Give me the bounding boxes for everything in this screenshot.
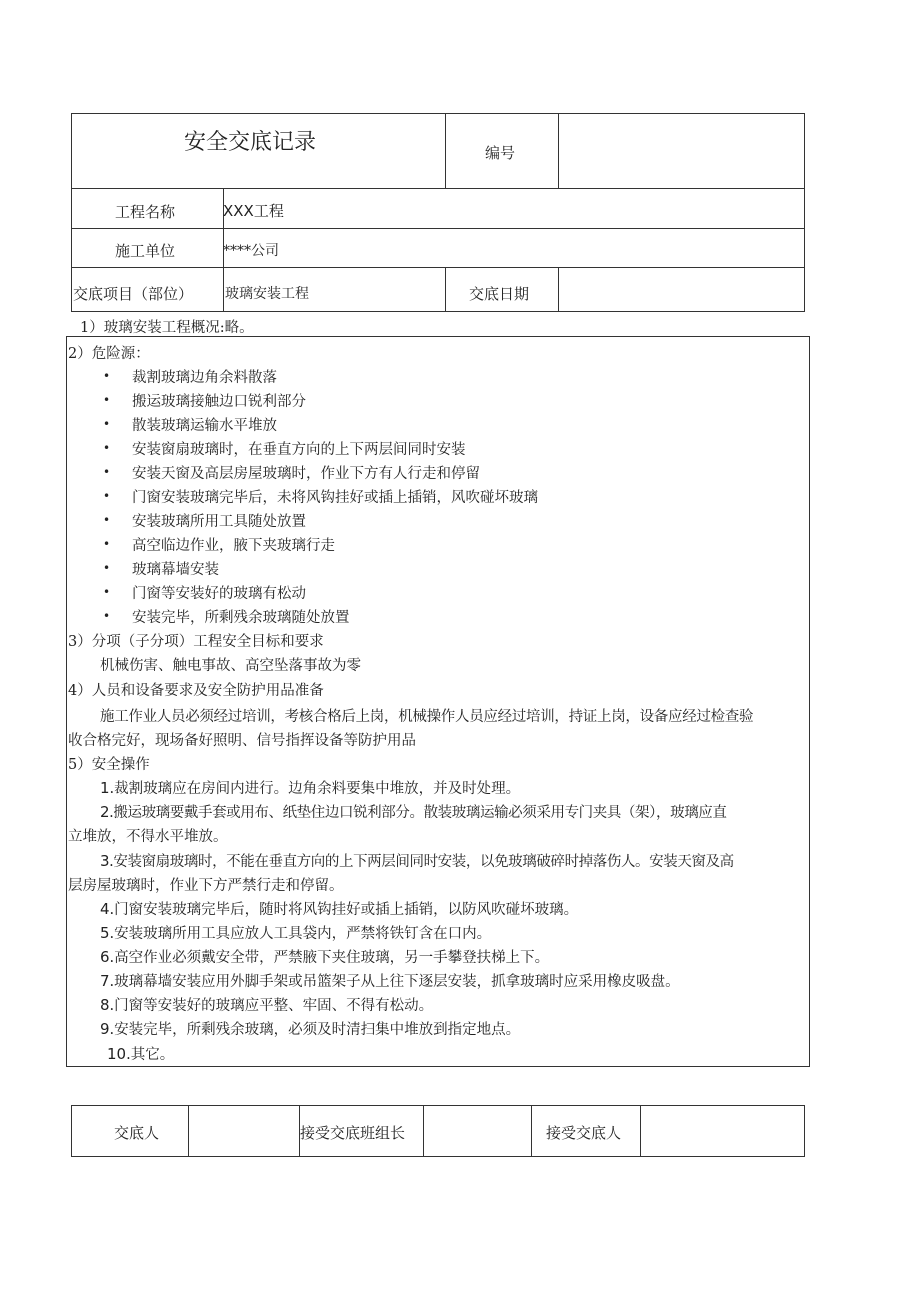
operation-item <box>100 898 578 919</box>
operation-item <box>100 994 433 1015</box>
hazard-item: 安装完毕，所剩残余玻璃随处放置 <box>132 610 350 626</box>
hazard-item: 散装玻璃运输水平堆放 <box>132 418 277 434</box>
bullet-icon: • <box>103 417 111 431</box>
operation-item <box>100 777 520 798</box>
col-divider <box>445 267 446 312</box>
bullet-icon: • <box>103 393 111 407</box>
col-divider <box>531 1106 532 1156</box>
giver-label: 交底人 <box>114 1124 160 1142</box>
operation-text: .安装完毕，所剩残余玻璃，必须及时清扫集中堆放到指定地点。 <box>109 1022 521 1038</box>
unit-label: 施工单位 <box>115 242 176 260</box>
col-divider <box>423 1106 424 1156</box>
operation-number: 4 <box>100 900 110 918</box>
col-divider <box>640 1106 641 1156</box>
bullet-icon: • <box>103 465 111 479</box>
bullet-icon: • <box>103 441 111 455</box>
operation-number: 3 <box>100 852 110 870</box>
project-name-value: XXX工程 <box>223 202 284 220</box>
hazard-item: 玻璃幕墙安装 <box>132 562 219 578</box>
section-3-text: 机械伤害、触电事故、高空坠落事故为零 <box>100 658 361 674</box>
header-table <box>71 113 805 312</box>
operation-number: 1 <box>100 779 110 797</box>
operation-number: 6 <box>100 948 110 966</box>
table-border-left <box>71 113 72 312</box>
bullet-icon: • <box>103 489 111 503</box>
operation-number: 5 <box>100 924 110 942</box>
date-label: 交底日期 <box>469 285 530 303</box>
col-divider <box>188 1106 189 1156</box>
operation-number: 9 <box>100 1020 110 1038</box>
table-border-right <box>804 113 805 312</box>
leader-label: 接受交底班组长 <box>300 1124 406 1142</box>
operation-text: .裁割玻璃应在房间内进行。边角余料要集中堆放，并及时处理。 <box>109 781 521 797</box>
unit-value: ****公司 <box>223 243 279 259</box>
operation-item <box>100 922 491 943</box>
operation-number: 8 <box>100 996 110 1014</box>
col-divider <box>445 113 446 189</box>
operation-number: 2 <box>100 803 110 821</box>
section-5-heading: 5）安全操作 <box>68 757 150 773</box>
operation-text: .门窗等安装好的玻璃应平整、牢固、不得有松动。 <box>109 998 434 1014</box>
operation-item <box>100 946 549 967</box>
item-label: 交底项目（部位） <box>73 285 194 303</box>
bullet-icon: • <box>103 561 111 575</box>
table-border-bottom <box>71 311 805 312</box>
hazard-item: 安装玻璃所用工具随处放置 <box>132 514 306 530</box>
hazard-item: 门窗等安装好的玻璃有松动 <box>132 586 306 602</box>
hazard-item: 搬运玻璃接触边口锐利部分 <box>132 394 306 410</box>
operation-text: .门窗安装玻璃完毕后，随时将风钩挂好或插上插销，以防风吹碰坏玻璃。 <box>109 902 579 918</box>
col-divider <box>558 267 559 312</box>
operation-item <box>100 970 680 991</box>
operation-text: .搬运玻璃要戴手套或用布、纸垫住边口锐利部分。散装玻璃运输必须采用专门夹具（架），玻璃应直 <box>109 805 727 821</box>
operation-item <box>100 801 727 822</box>
row-divider <box>71 228 805 229</box>
item-value: 玻璃安装工程 <box>225 286 309 302</box>
table-border-top <box>71 113 805 114</box>
section-4-heading: 4）人员和设备要求及安全防护用品准备 <box>68 683 324 699</box>
operation-text: .高空作业必须戴安全带，严禁腋下夹住玻璃，另一手攀登扶梯上下。 <box>109 950 550 966</box>
document-title: 安全交底记录 <box>184 130 317 155</box>
operation-item <box>100 1018 520 1039</box>
signature-table <box>71 1105 805 1157</box>
row-divider <box>71 188 805 189</box>
hazard-item: 高空临边作业，腋下夹玻璃行走 <box>132 538 335 554</box>
operation-number: 10 <box>107 1045 127 1063</box>
section-3-heading: 3）分项（子分项）工程安全目标和要求 <box>68 634 324 650</box>
project-name-label: 工程名称 <box>115 203 176 221</box>
operation-text: .其它。 <box>126 1047 175 1063</box>
row-divider <box>71 267 805 268</box>
hazard-item: 裁割玻璃边角余料散落 <box>132 370 277 386</box>
section-1-overview: 1）玻璃安装工程概况:略。 <box>80 320 254 336</box>
operation-number: 7 <box>100 972 110 990</box>
operation-continuation: 层房屋玻璃时，作业下方严禁行走和停留。 <box>68 878 344 894</box>
number-label: 编号 <box>485 144 516 162</box>
section-2-heading: 2）危险源： <box>68 346 150 362</box>
operation-text: .玻璃幕墙安装应用外脚手架或吊篮架子从上往下逐层安装，抓拿玻璃时应采用橡皮吸盘。 <box>109 974 680 990</box>
bullet-icon: • <box>103 609 111 623</box>
hazard-item: 安装天窗及高层房屋玻璃时，作业下方有人行走和停留 <box>132 466 480 482</box>
operation-item <box>100 850 734 871</box>
operation-text: .安装玻璃所用工具应放人工具袋内，严禁将铁钉含在口内。 <box>109 926 492 942</box>
col-divider <box>558 113 559 189</box>
bullet-icon: • <box>103 513 111 527</box>
receiver-label: 接受交底人 <box>546 1124 622 1142</box>
operation-item <box>107 1043 174 1064</box>
hazard-item: 门窗安装玻璃完毕后，未将风钩挂好或插上插销，风吹碰坏玻璃 <box>132 490 538 506</box>
bullet-icon: • <box>103 537 111 551</box>
operation-continuation: 立堆放，不得水平堆放。 <box>68 829 228 845</box>
bullet-icon: • <box>103 585 111 599</box>
section-4-line-2: 收合格完好，现场备好照明、信号指挥设备等防护用品 <box>68 733 416 749</box>
section-4-line-1: 施工作业人员必须经过培训，考核合格后上岗，机械操作人员应经过培训，持证上岗，设备应经过检查验 <box>100 709 754 725</box>
bullet-icon: • <box>103 369 111 383</box>
hazard-item: 安装窗扇玻璃时，在垂直方向的上下两层间同时安装 <box>132 442 466 458</box>
operation-text: .安装窗扇玻璃时，不能在垂直方向的上下两层间同时安装，以免玻璃破碎时掉落伤人。安装天窗及高 <box>109 854 734 870</box>
